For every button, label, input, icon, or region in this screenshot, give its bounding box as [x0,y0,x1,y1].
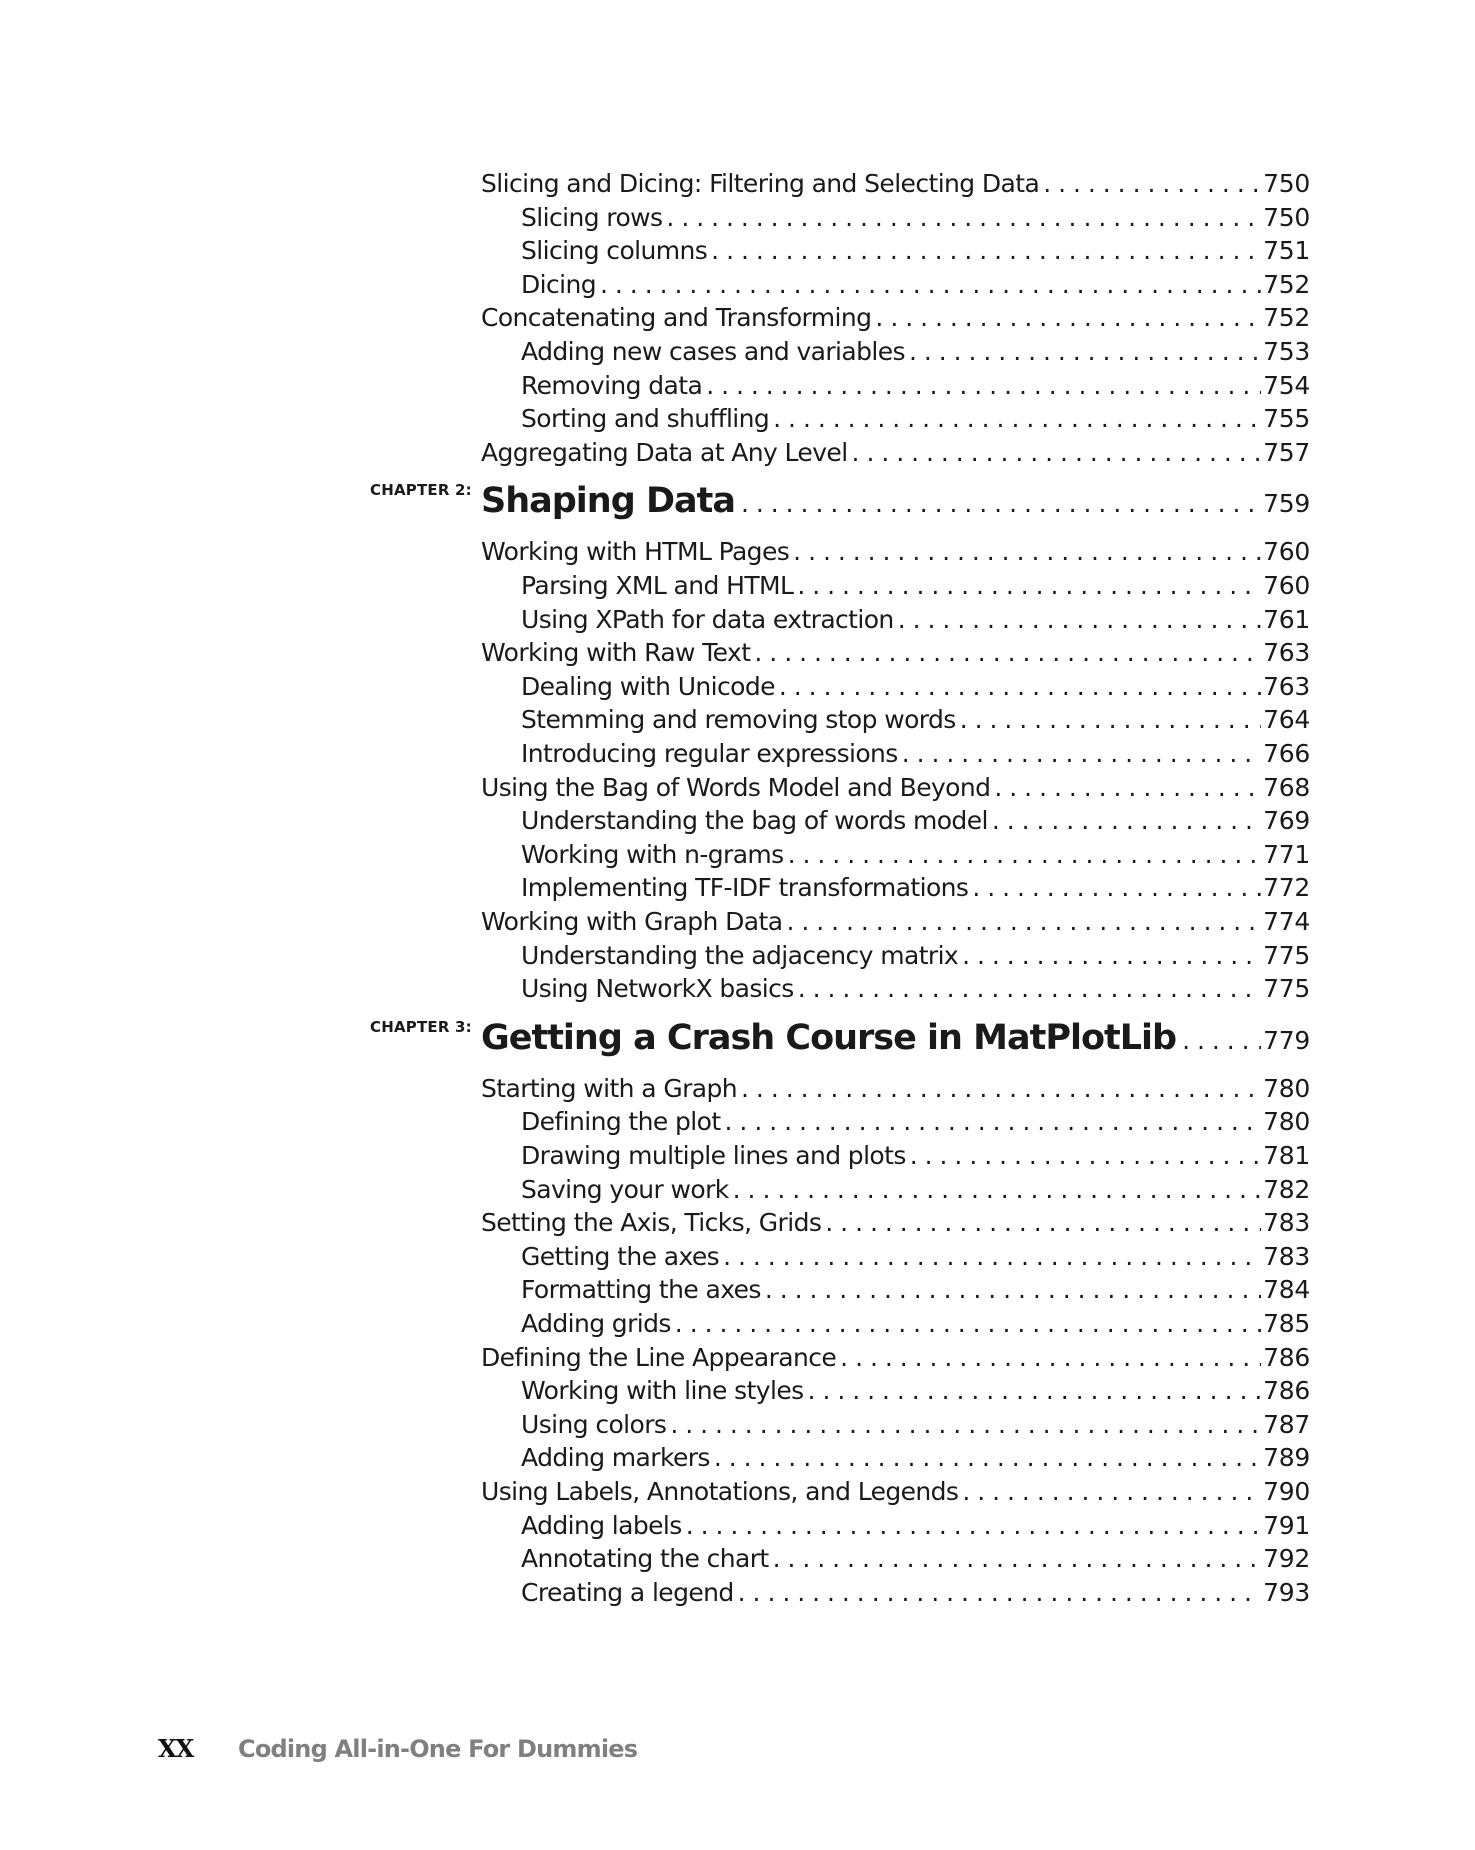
dot-leader [741,489,1261,518]
dot-leader [666,201,1261,235]
toc-page-number: 791 [1263,1510,1310,1540]
toc-page-number: 760 [1263,537,1310,567]
toc-page-number: 783 [1263,1241,1310,1271]
page-folio: XX [158,1734,194,1763]
dot-leader [711,234,1261,268]
dot-leader [909,335,1261,369]
toc-subentry[interactable] [521,1105,1310,1139]
toc-page-number: 792 [1263,1544,1310,1574]
dot-leader [798,972,1261,1006]
dot-leader [910,1139,1261,1173]
toc-subentry[interactable] [521,939,1310,973]
toc-entry-title: Slicing rows [521,202,663,232]
dot-leader [725,1105,1262,1139]
dot-leader [773,402,1261,436]
dot-leader [773,1542,1262,1576]
toc-page-number: 781 [1263,1141,1310,1170]
toc-page-number: 750 [1263,202,1310,232]
dot-leader [972,871,1261,905]
dot-leader [797,569,1261,603]
toc-entry-title: Working with line styles [521,1376,804,1406]
toc-entry-title: Parsing XML and HTML [521,571,794,600]
toc-entry-title: Dicing [521,269,597,299]
toc-subentry[interactable] [521,838,1310,872]
toc-subentry[interactable] [521,871,1310,905]
dot-leader [779,670,1261,704]
toc-subentry[interactable] [521,670,1310,704]
dot-leader [706,369,1261,403]
dot-leader [723,1240,1261,1274]
toc-page-number: 753 [1263,337,1310,366]
toc-subentry[interactable] [521,703,1310,737]
toc-page-number: 751 [1263,236,1310,266]
toc-entry[interactable] [481,1341,1310,1375]
toc-page-number: 786 [1263,1342,1310,1372]
dot-leader [1182,1026,1261,1055]
toc-page-number: 763 [1263,638,1310,668]
toc-chapter-heading[interactable] [370,1017,1310,1064]
dot-leader [754,636,1261,670]
toc-page-number: 782 [1263,1174,1310,1204]
dot-leader [992,804,1261,838]
toc-entry-title: Working with n-grams [521,839,784,869]
page-footer [158,1734,637,1774]
toc-entry-title: Sorting and shuffling [521,404,770,434]
chapter-label: CHAPTER 2: [370,481,472,500]
toc-entry-title: Working with Raw Text [481,638,751,668]
toc-entry-title: Slicing and Dicing: Filtering and Selecting Data [481,169,1040,198]
chapter-title: Shaping Data [481,481,735,522]
toc-page-number: 775 [1263,940,1310,970]
toc-entry-title: Slicing columns [521,236,708,266]
toc-page-number: 768 [1263,772,1310,802]
dot-leader [765,1273,1261,1307]
toc-page-number: 760 [1263,571,1310,600]
dot-leader [714,1441,1261,1475]
toc-subentry[interactable] [521,1408,1310,1442]
toc-entry-title: Using NetworkX basics [521,974,794,1004]
toc-entry[interactable] [481,167,1310,201]
dot-leader [786,905,1261,939]
toc-subentry[interactable] [521,804,1310,838]
toc-entry-title: Getting the axes [521,1241,720,1271]
toc-page-number: 752 [1263,303,1310,333]
toc-entry-title: Aggregating Data at Any Level [481,437,848,467]
toc-page-number: 769 [1263,806,1310,836]
toc-subentry[interactable] [521,1441,1310,1475]
toc-entry-title: Adding grids [521,1309,671,1338]
toc-subentry[interactable] [521,737,1310,771]
toc-entry-title: Annotating the chart [521,1544,769,1574]
toc-page-number: 784 [1263,1275,1310,1305]
toc-entry-title: Understanding the adjacency matrix [521,940,959,970]
toc-page-number: 775 [1263,974,1310,1004]
dot-leader [898,603,1261,637]
toc-entry-title: Drawing multiple lines and plots [521,1141,906,1170]
dot-leader [962,1475,1261,1509]
chapter-label: CHAPTER 3: [370,1017,472,1036]
toc-entry-title: Using the Bag of Words Model and Beyond [481,772,991,802]
toc-page-number: 754 [1263,370,1310,400]
toc-page-number: 766 [1263,739,1310,768]
toc-entry-title: Introducing regular expressions [521,739,898,768]
toc-chapter-heading[interactable] [370,481,1310,527]
dot-leader [902,737,1261,771]
toc-entry-title: Implementing TF-IDF transformations [521,873,969,903]
toc-entry-title: Saving your work [521,1174,729,1204]
toc-page-number: 763 [1263,671,1310,701]
toc-entry-title: Dealing with Unicode [521,671,775,701]
dot-leader [875,301,1261,335]
toc-page-number: 774 [1263,907,1310,936]
dot-leader [670,1408,1261,1442]
toc-entry-title: Stemming and removing stop words [521,705,956,735]
toc-subentry[interactable] [521,1509,1310,1543]
toc-entry-title: Using Labels, Annotations, and Legends [481,1477,959,1506]
dot-leader [686,1509,1261,1543]
toc-entry-title: Defining the plot [521,1107,721,1137]
toc-subentry[interactable] [521,201,1310,235]
toc-page-number: 752 [1263,269,1310,299]
toc-page-number: 755 [1263,404,1310,434]
toc-entry-title: Understanding the bag of words model [521,806,988,836]
toc-entry-title: Starting with a Graph [481,1073,738,1103]
toc-entry-title: Removing data [521,370,703,400]
toc-subentry[interactable] [521,972,1310,1006]
toc-entry-title: Concatenating and Transforming [481,303,872,333]
toc-page-number: 780 [1263,1073,1310,1103]
dot-leader [600,268,1261,302]
toc-page-number: 790 [1263,1477,1310,1506]
toc-entry-title: Defining the Line Appearance [481,1342,837,1372]
toc-entry-title: Using colors [521,1409,667,1439]
toc-entry-title: Adding labels [521,1510,682,1540]
dot-leader [825,1206,1261,1240]
toc-subentry[interactable] [521,369,1310,403]
dot-leader [852,436,1262,470]
dot-leader [788,838,1262,872]
dot-leader [994,771,1261,805]
toc-entry-title: Creating a legend [521,1577,734,1607]
toc-subentry[interactable] [521,1374,1310,1408]
toc-entry[interactable] [481,1206,1310,1240]
toc-page-number: 789 [1263,1443,1310,1473]
toc-page-number: 772 [1263,873,1310,903]
toc-subentry[interactable] [521,1542,1310,1576]
toc-subentry[interactable] [521,1139,1310,1173]
toc-entry-title: Adding new cases and variables [521,337,905,366]
dot-leader [960,703,1261,737]
toc-page-number: 787 [1263,1409,1310,1439]
toc-entry-title: Using XPath for data extraction [521,604,894,634]
toc-subentry[interactable] [521,569,1310,603]
toc-subentry[interactable] [521,1576,1310,1610]
dot-leader [738,1576,1262,1610]
toc-subentry[interactable] [521,402,1310,436]
dot-leader [733,1173,1262,1207]
chapter-page-number: 779 [1263,1025,1310,1055]
toc-subentry[interactable] [521,1240,1310,1274]
toc-page-number: 761 [1263,604,1310,634]
dot-leader [675,1307,1261,1341]
toc-entry[interactable] [481,905,1310,939]
toc-subentry[interactable] [521,335,1310,369]
toc-subentry[interactable] [521,268,1310,302]
toc-entry-title: Setting the Axis, Ticks, Grids [481,1208,822,1238]
toc-subentry[interactable] [521,1173,1310,1207]
toc-page-number: 764 [1263,705,1310,735]
toc-entry[interactable] [481,436,1310,470]
toc-entry[interactable] [481,1072,1310,1106]
toc-subentry[interactable] [521,234,1310,268]
dot-leader [808,1374,1262,1408]
toc-subentry[interactable] [521,1307,1310,1341]
toc-subentry[interactable] [521,1273,1310,1307]
book-title: Coding All-in-One For Dummies [238,1735,638,1763]
dot-leader [793,535,1261,569]
toc-page-number: 771 [1263,839,1310,869]
chapter-page-number: 759 [1263,489,1310,519]
dot-leader [840,1341,1261,1375]
toc-entry[interactable] [481,636,1310,670]
toc-subentry[interactable] [521,603,1310,637]
toc-entry-title: Adding markers [521,1443,710,1473]
chapter-title: Getting a Crash Course in MatPlotLib [481,1017,1177,1058]
toc-page-number: 757 [1263,437,1310,467]
dot-leader [741,1072,1261,1106]
toc-page-number: 786 [1263,1376,1310,1406]
toc-entry-title: Formatting the axes [521,1275,761,1305]
toc-page-number: 783 [1263,1208,1310,1238]
toc-entry[interactable] [481,1475,1310,1509]
toc-entry-title: Working with Graph Data [481,907,783,936]
toc-entry-title: Working with HTML Pages [481,537,790,567]
dot-leader [1043,167,1261,201]
toc-page-number: 785 [1263,1309,1310,1338]
toc-page-number: 780 [1263,1107,1310,1137]
toc-page-number: 750 [1263,169,1310,198]
toc-entry[interactable] [481,535,1310,569]
dot-leader [962,939,1261,973]
toc-entry[interactable] [481,301,1310,335]
toc-page-number: 793 [1263,1577,1310,1607]
toc-entry[interactable] [481,771,1310,805]
